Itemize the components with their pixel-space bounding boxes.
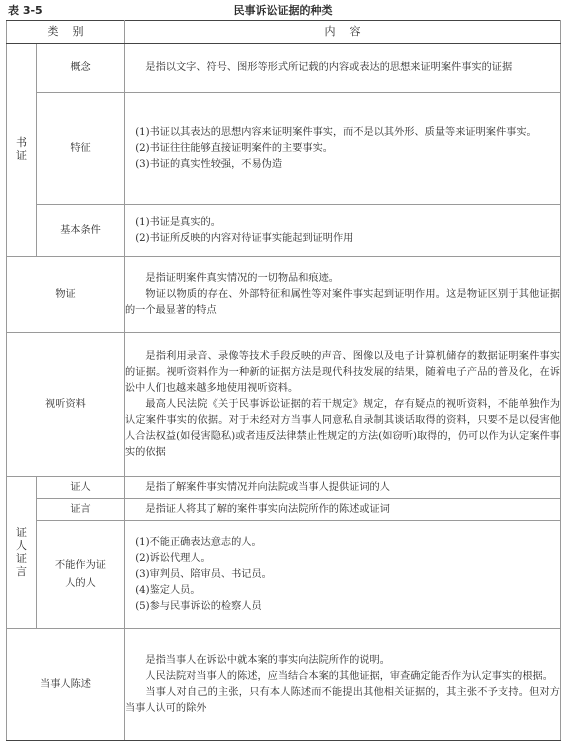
ineligible-label: 不能作为证 人的人 xyxy=(55,559,106,589)
paragraph: 当事人对自己的主张，只有本人陈述而不能提出其他相关证据的，其主张不予支持。但对方当事人认可的除外 xyxy=(125,686,560,714)
table-row xyxy=(7,333,561,477)
content-cell xyxy=(125,521,561,629)
paragraph: 是指证明案件真实情况的一切物品和痕迹。 xyxy=(145,272,339,284)
table-row xyxy=(7,93,561,205)
table-row xyxy=(7,205,561,257)
list-item: (2)诉讼代理人。 xyxy=(135,552,211,564)
table-row xyxy=(7,257,561,333)
table-row xyxy=(7,499,561,521)
paragraph: 人民法院对当事人的陈述，应当结合本案的其他证据，审查确定能否作为认定事实的根据。 xyxy=(145,670,553,682)
subcategory-conditions: 基本条件 xyxy=(37,205,125,257)
category-documentary: 书证 xyxy=(7,44,37,257)
column-header-category: 类别 xyxy=(7,21,125,44)
list-item: (1)书证以其表达的思想内容来证明案件事实，而不是以其外形、质量等来证明案件事实。 xyxy=(135,126,537,138)
paragraph: 是指当事人在诉讼中就本案的事实向法院所作的说明。 xyxy=(145,654,390,666)
paragraph: 物证以物质的存在、外部特征和属性等对案件事实起到证明作用。这是物证区别于其他证据的一个最显著的特点 xyxy=(125,288,560,316)
content-cell xyxy=(125,257,561,333)
list-item: (3)审判员、陪审员、书记员。 xyxy=(135,568,272,580)
table-row xyxy=(7,44,561,93)
table-row xyxy=(7,629,561,741)
content-cell xyxy=(125,499,561,521)
content-cell xyxy=(125,333,561,477)
category-audiovisual: 视听资料 xyxy=(7,333,125,477)
subcategory-ineligible xyxy=(37,521,125,629)
paragraph: 最高人民法院《关于民事诉讼证据的若干规定》规定，存有疑点的视听资料，不能单独作为认定案件事实的依据。对于未经对方当事人同意私自录制其谈话取得的资料，只要不是以侵害他人合法权益(如侵害隐私)或者违反法律禁止性规定的方法(如窃听)取得的，仍可以作为认定案件事实的依据 xyxy=(125,398,560,458)
table-title: 民事诉讼证据的种类 xyxy=(233,4,333,17)
table-row xyxy=(7,477,561,499)
subcategory-witness: 证人 xyxy=(37,477,125,499)
list-item: (2)书证往往能够直接证明案件的主要事实。 xyxy=(135,142,333,154)
paragraph: 是指利用录音、录像等技术手段反映的声音、图像以及电子计算机储存的数据证明案件事实的证据。视听资料作为一种新的证据方法是现代科技发展的结果，随着电子产品的普及化，在诉讼中人们也越来越多地使用视听资料。 xyxy=(125,350,560,394)
paragraph: 是指以文字、符号、图形等形式所记载的内容或表达的思想来证明案件事实的证据 xyxy=(145,62,513,73)
column-header-row xyxy=(7,21,561,44)
content-cell xyxy=(125,93,561,205)
subcategory-concept: 概念 xyxy=(37,44,125,93)
content-cell xyxy=(125,44,561,93)
subcategory-testimony: 证言 xyxy=(37,499,125,521)
list-item: (1)书证是真实的。 xyxy=(135,216,221,228)
paragraph: 是指了解案件事实情况并向法院或当事人提供证词的人 xyxy=(145,481,390,493)
table-row xyxy=(7,521,561,629)
evidence-types-table xyxy=(6,20,561,741)
content-cell xyxy=(125,477,561,499)
list-item: (4)鉴定人员。 xyxy=(135,584,201,596)
table-header xyxy=(6,2,560,20)
list-item: (1)不能正确表达意志的人。 xyxy=(135,536,262,548)
column-header-content: 内容 xyxy=(125,21,561,44)
category-party-statement: 当事人陈述 xyxy=(7,629,125,741)
list-item: (3)书证的真实性较强，不易伪造 xyxy=(135,158,283,170)
category-physical: 物证 xyxy=(7,257,125,333)
list-item: (5)参与民事诉讼的检察人员 xyxy=(135,600,262,612)
content-cell xyxy=(125,629,561,741)
category-witness: 证人证言 xyxy=(7,477,37,629)
list-item: (2)书证所反映的内容对待证事实能起到证明作用 xyxy=(135,232,354,244)
subcategory-features: 特征 xyxy=(37,93,125,205)
content-cell xyxy=(125,205,561,257)
paragraph: 是指证人将其了解的案件事实向法院所作的陈述或证词 xyxy=(145,503,390,515)
table-number: 表 3-5 xyxy=(8,4,43,17)
